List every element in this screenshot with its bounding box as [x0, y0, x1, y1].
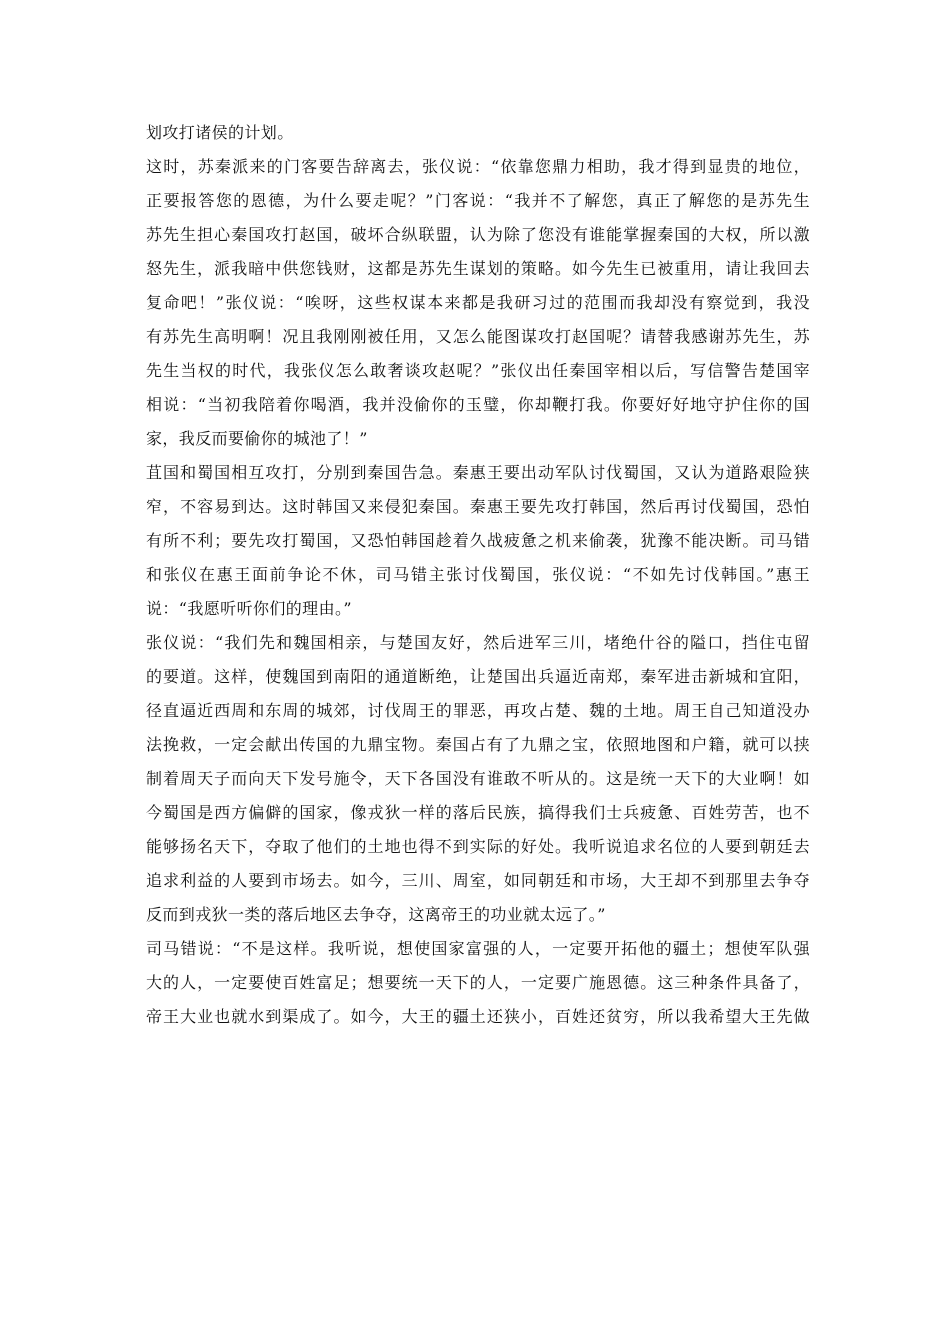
text-line: 能够扬名天下，夺取了他们的土地也得不到实际的好处。我听说追求名位的人要到朝廷去 — [146, 837, 810, 856]
text-line: 有所不利；要先攻打蜀国，又恐怕韩国趁着久战疲惫之机来偷袭，犹豫不能决断。司马错 — [146, 531, 810, 550]
text-line: 苴国和蜀国相互攻打，分别到秦国告急。秦惠王要出动军队讨伐蜀国，又认为道路艰险狭 — [146, 463, 810, 482]
text-line: 今蜀国是西方偏僻的国家，像戎狄一样的落后民族，搞得我们士兵疲惫、百姓劳苦，也不 — [146, 803, 810, 822]
text-line: 帝王大业也就水到渠成了。如今，大王的疆土还狭小，百姓还贫穷，所以我希望大王先做 — [146, 1007, 810, 1026]
text-line: 复命吧！”张仪说：“唉呀，这些权谋本来都是我研习过的范围而我却没有察觉到，我没 — [146, 293, 810, 312]
text-line: 划攻打诸侯的计划。 — [146, 123, 294, 142]
text-line: 张仪说：“我们先和魏国相亲，与楚国友好，然后进军三川，堵绝什谷的隘口，挡住屯留 — [146, 633, 810, 652]
text-line: 和张仪在惠王面前争论不休，司马错主张讨伐蜀国，张仪说：“不如先讨伐韩国。”惠王 — [146, 565, 810, 584]
text-line: 家，我反而要偷你的城池了！” — [146, 429, 368, 448]
text-line: 有苏先生高明啊！况且我刚刚被任用，又怎么能图谋攻打赵国呢？请替我感谢苏先生，苏 — [146, 327, 810, 346]
text-line: 窄，不容易到达。这时韩国又来侵犯秦国。秦惠王要先攻打韩国，然后再讨伐蜀国，恐怕 — [146, 497, 810, 516]
text-line: 制着周天子而向天下发号施令，天下各国没有谁敢不听从的。这是统一天下的大业啊！如 — [146, 769, 810, 788]
text-line: 追求利益的人要到市场去。如今，三川、周室，如同朝廷和市场，大王却不到那里去争夺 — [146, 871, 810, 890]
text-line: 先生当权的时代，我张仪怎么敢奢谈攻赵呢？”张仪出任秦国宰相以后，写信警告楚国宰 — [146, 361, 810, 380]
text-line: 反而到戎狄一类的落后地区去争夺，这离帝王的功业就太远了。” — [146, 905, 606, 924]
text-line: 说：“我愿听听你们的理由。” — [146, 599, 352, 618]
text-line: 苏先生担心秦国攻打赵国，破坏合纵联盟，认为除了您没有谁能掌握秦国的大权，所以激 — [146, 225, 810, 244]
text-line: 司马错说：“不是这样。我听说，想使国家富强的人，一定要开拓他的疆土；想使军队强 — [146, 939, 810, 958]
text-line: 正要报答您的恩德，为什么要走呢？”门客说：“我并不了解您，真正了解您的是苏先生 — [146, 191, 810, 210]
text-line: 这时，苏秦派来的门客要告辞离去，张仪说：“依靠您鼎力相助，我才得到显贵的地位， — [146, 157, 810, 176]
text-line: 大的人，一定要使百姓富足；想要统一天下的人，一定要广施恩德。这三种条件具备了， — [146, 973, 810, 992]
text-line: 怒先生，派我暗中供您钱财，这都是苏先生谋划的策略。如今先生已被重用，请让我回去 — [146, 259, 810, 278]
text-line: 法挽救，一定会献出传国的九鼎宝物。秦国占有了九鼎之宝，依照地图和户籍，就可以挟 — [146, 735, 810, 754]
text-line: 径直逼近西周和东周的城郊，讨伐周王的罪恶，再攻占楚、魏的土地。周王自己知道没办 — [146, 701, 810, 720]
document-body — [146, 116, 810, 1034]
text-line: 的要道。这样，使魏国到南阳的通道断绝，让楚国出兵逼近南郑，秦军进击新城和宜阳， — [146, 667, 810, 686]
text-line: 相说：“当初我陪着你喝酒，我并没偷你的玉璧，你却鞭打我。你要好好地守护住你的国 — [146, 395, 810, 414]
